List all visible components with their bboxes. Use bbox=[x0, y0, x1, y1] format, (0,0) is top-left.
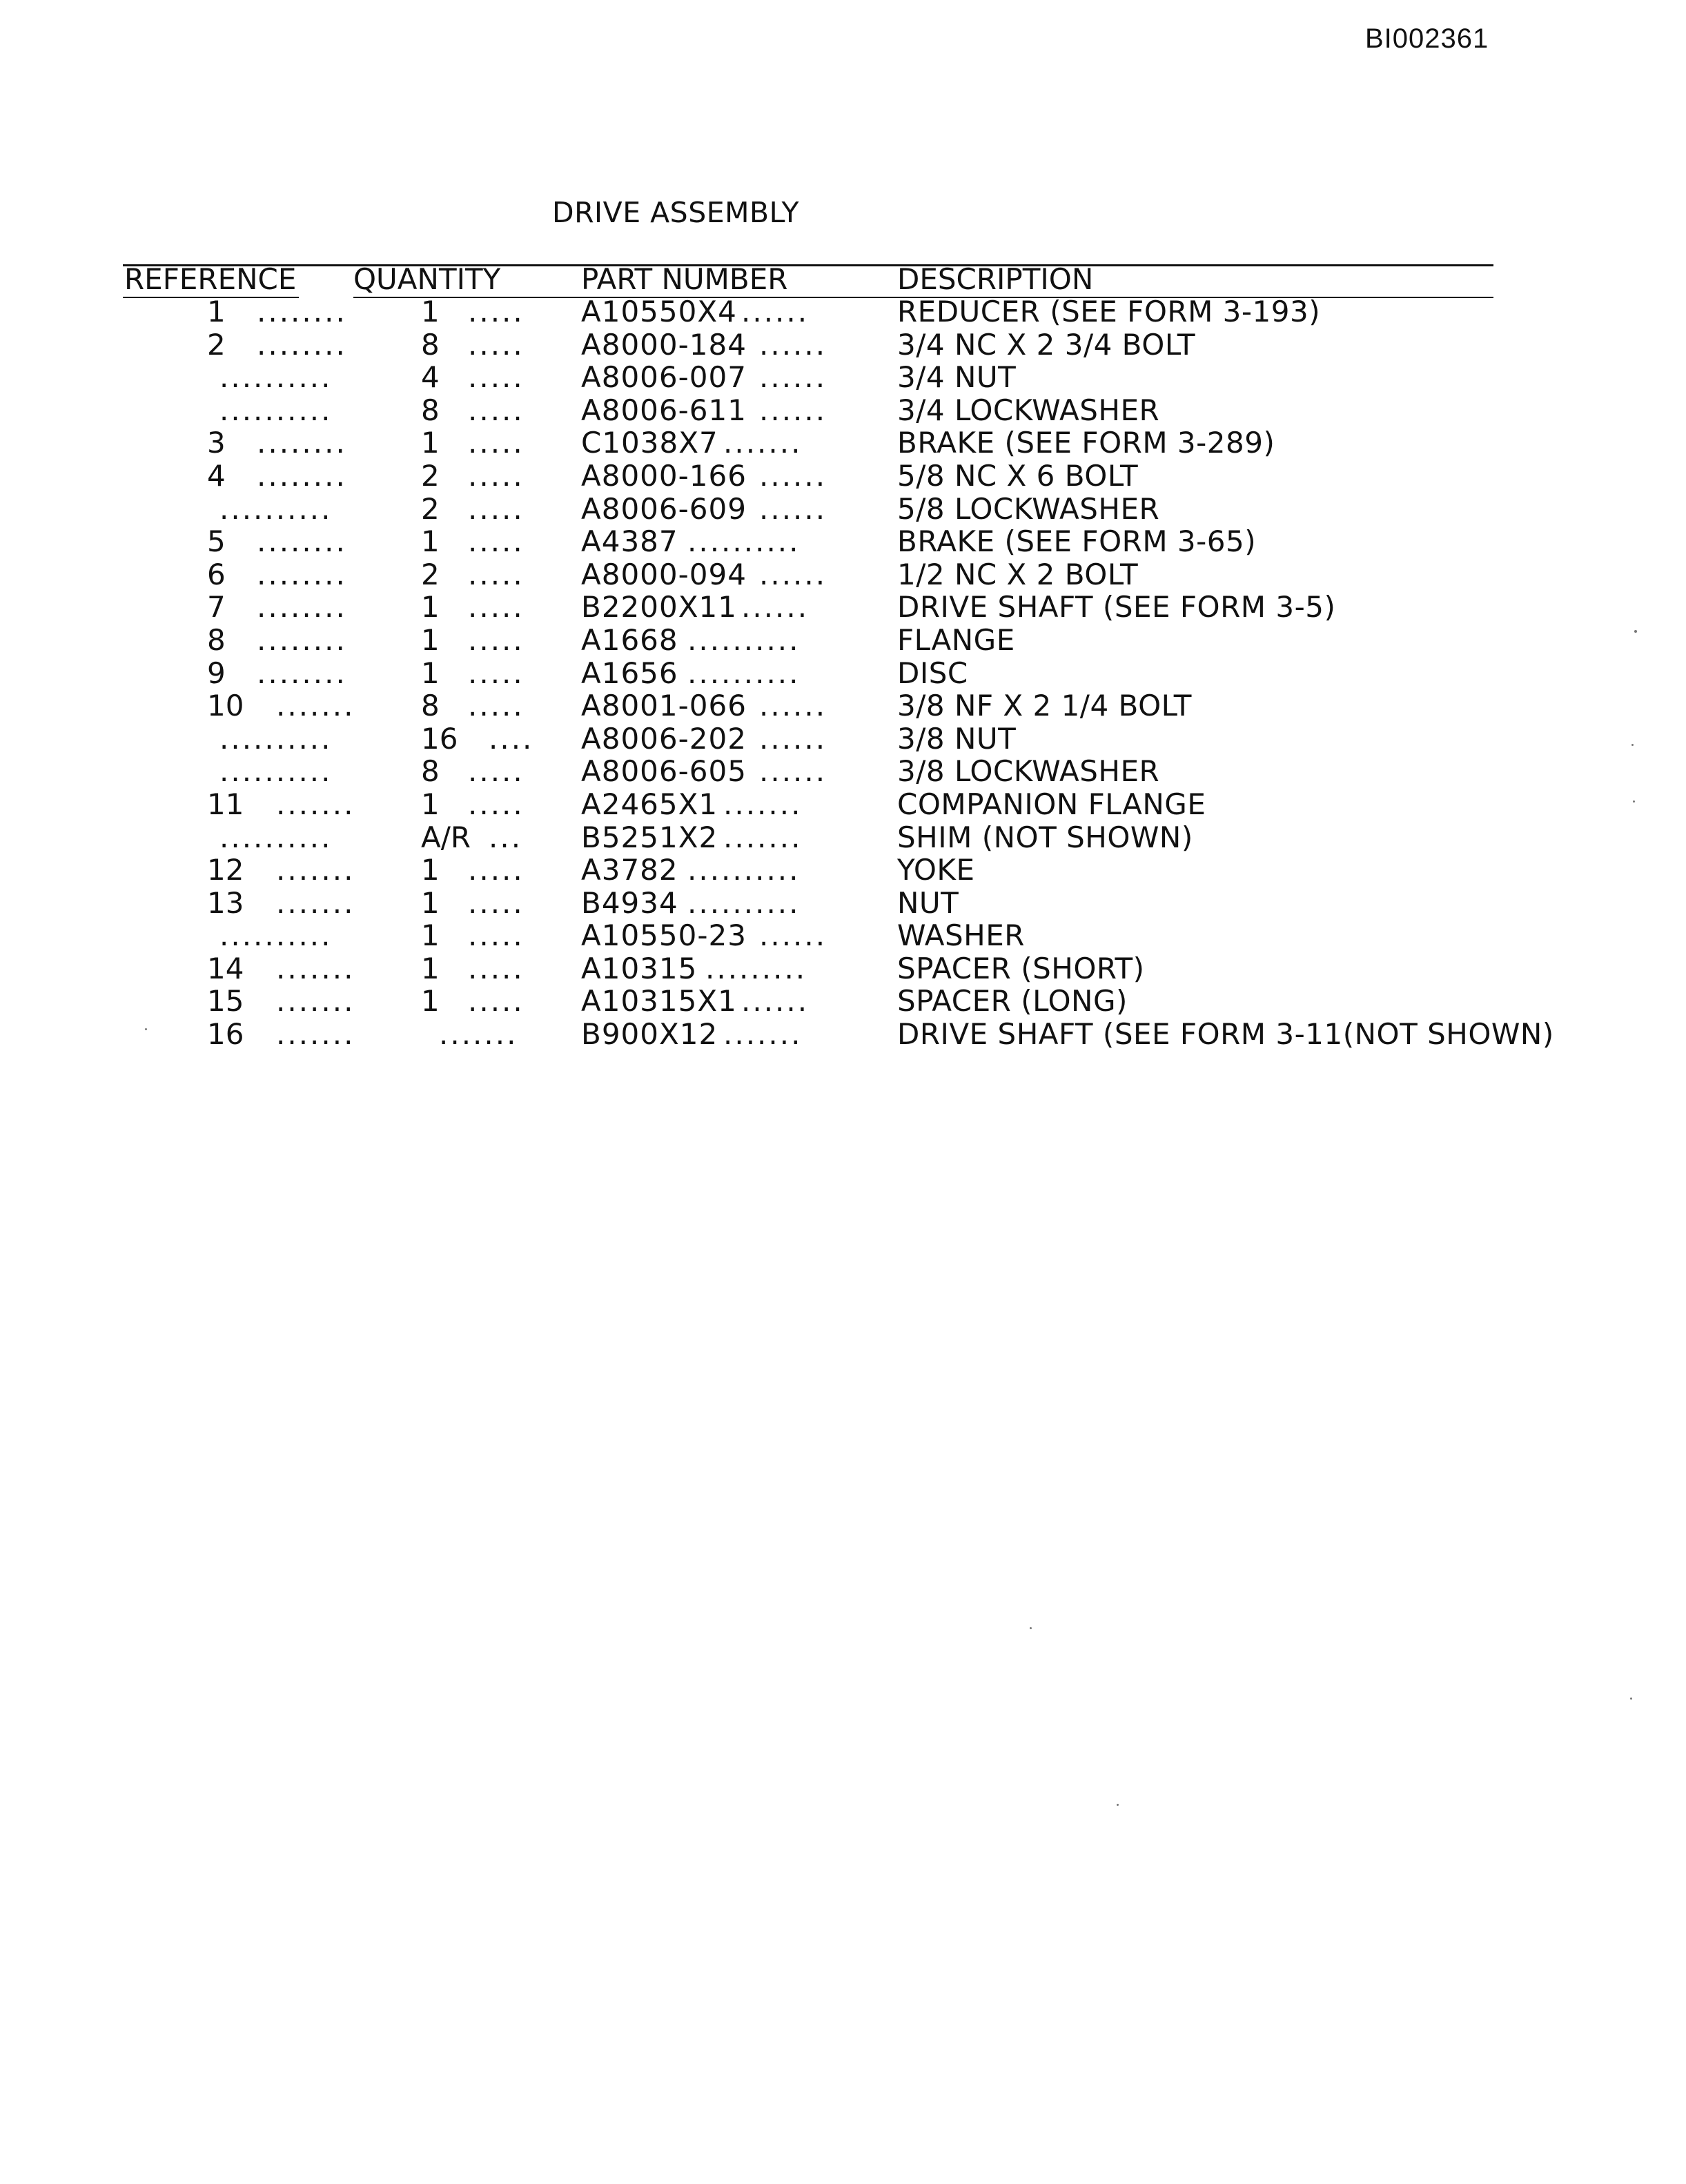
quantity-leader-dots: ..... bbox=[468, 656, 525, 690]
table-row bbox=[0, 394, 1686, 427]
quantity-value: 1 bbox=[421, 984, 440, 1019]
table-row bbox=[0, 295, 1686, 328]
reference-leader-dots: .......... bbox=[219, 491, 333, 526]
description: 3/4 NC X 2 3/4 BOLT bbox=[897, 327, 1196, 362]
table-row bbox=[0, 952, 1686, 985]
part-leader-dots: ...... bbox=[759, 491, 827, 526]
part-leader-dots: ...... bbox=[759, 360, 827, 395]
part-number: B900X12 bbox=[581, 1017, 718, 1052]
scan-speck bbox=[1030, 1627, 1032, 1629]
column-header-quantity: QUANTITY bbox=[353, 262, 501, 296]
quantity-value: 4 bbox=[421, 360, 440, 395]
part-number: A8006-605 bbox=[581, 754, 747, 789]
quantity-value: 8 bbox=[421, 327, 440, 362]
part-number: A3782 bbox=[581, 853, 678, 887]
description: YOKE bbox=[897, 853, 975, 887]
part-leader-dots: ....... bbox=[723, 426, 803, 460]
table-row bbox=[0, 361, 1686, 394]
part-leader-dots: .......... bbox=[687, 656, 801, 690]
quantity-leader-dots: ..... bbox=[468, 984, 525, 1019]
quantity-value: 1 bbox=[421, 787, 440, 821]
part-leader-dots: ...... bbox=[759, 393, 827, 427]
part-number: B4934 bbox=[581, 885, 678, 920]
quantity-leader-dots: ..... bbox=[468, 557, 525, 591]
quantity-value: 8 bbox=[421, 689, 440, 723]
reference-number: 12 bbox=[207, 853, 244, 887]
quantity-leader-dots: ..... bbox=[468, 689, 525, 723]
table-row bbox=[0, 1018, 1686, 1051]
quantity-leader-dots: ..... bbox=[468, 918, 525, 953]
reference-number: 4 bbox=[207, 458, 226, 493]
reference-number: 2 bbox=[207, 327, 226, 362]
scan-speck bbox=[145, 1028, 147, 1030]
description: BRAKE (SEE FORM 3-65) bbox=[897, 524, 1257, 559]
table-row bbox=[0, 591, 1686, 624]
part-leader-dots: .......... bbox=[687, 885, 801, 920]
part-number: A8006-611 bbox=[581, 393, 747, 427]
description: SPACER (SHORT) bbox=[897, 951, 1145, 985]
reference-leader-dots: .......... bbox=[219, 820, 333, 854]
part-number: A10315X1 bbox=[581, 984, 737, 1019]
quantity-leader-dots: ..... bbox=[468, 327, 525, 362]
reference-leader-dots: ....... bbox=[276, 787, 355, 821]
part-leader-dots: .......... bbox=[687, 853, 801, 887]
document-id: BI002361 bbox=[1365, 23, 1489, 54]
part-leader-dots: ...... bbox=[759, 458, 827, 493]
quantity-value: 1 bbox=[421, 853, 440, 887]
reference-number: 13 bbox=[207, 885, 244, 920]
quantity-value: 1 bbox=[421, 590, 440, 624]
reference-leader-dots: ........ bbox=[257, 524, 347, 559]
part-number: A8000-166 bbox=[581, 458, 747, 493]
quantity-leader-dots: ....... bbox=[439, 1017, 518, 1052]
description: 3/8 LOCKWASHER bbox=[897, 754, 1160, 789]
description: NUT bbox=[897, 885, 959, 920]
quantity-value: 2 bbox=[421, 458, 440, 493]
part-leader-dots: .......... bbox=[687, 524, 801, 559]
table-row bbox=[0, 689, 1686, 722]
part-leader-dots: ...... bbox=[741, 295, 810, 328]
reference-number: 8 bbox=[207, 622, 226, 657]
part-leader-dots: ...... bbox=[741, 590, 810, 624]
part-number: A8006-007 bbox=[581, 360, 747, 395]
reference-number: 9 bbox=[207, 656, 226, 690]
description: DRIVE SHAFT (SEE FORM 3-5) bbox=[897, 590, 1336, 624]
quantity-value: 1 bbox=[421, 885, 440, 920]
quantity-leader-dots: ..... bbox=[468, 491, 525, 526]
scan-speck bbox=[1631, 744, 1634, 746]
description: DISC bbox=[897, 656, 968, 690]
description: 1/2 NC X 2 BOLT bbox=[897, 557, 1139, 591]
quantity-value: 2 bbox=[421, 557, 440, 591]
part-number: A4387 bbox=[581, 524, 678, 559]
quantity-value: 2 bbox=[421, 491, 440, 526]
part-leader-dots: ......... bbox=[705, 951, 807, 985]
table-row bbox=[0, 788, 1686, 821]
quantity-leader-dots: ..... bbox=[468, 295, 525, 328]
parts-table-body bbox=[0, 295, 1686, 1051]
reference-leader-dots: ....... bbox=[276, 1017, 355, 1052]
part-number: A10550X4 bbox=[581, 295, 737, 328]
quantity-leader-dots: ..... bbox=[468, 426, 525, 460]
part-leader-dots: ...... bbox=[759, 721, 827, 756]
quantity-leader-dots: ..... bbox=[468, 885, 525, 920]
quantity-leader-dots: ..... bbox=[468, 951, 525, 985]
part-number: A1668 bbox=[581, 622, 678, 657]
part-number: A2465X1 bbox=[581, 787, 718, 821]
quantity-value: 16 bbox=[421, 721, 458, 756]
quantity-leader-dots: ..... bbox=[468, 622, 525, 657]
quantity-value: 1 bbox=[421, 918, 440, 953]
part-number: A10315 bbox=[581, 951, 698, 985]
column-header-reference: REFERENCE bbox=[124, 262, 297, 296]
quantity-value: 1 bbox=[421, 295, 440, 328]
table-row bbox=[0, 755, 1686, 788]
part-leader-dots: ....... bbox=[723, 787, 803, 821]
description: SPACER (LONG) bbox=[897, 984, 1128, 1019]
description: 3/8 NF X 2 1/4 BOLT bbox=[897, 689, 1192, 723]
reference-leader-dots: ........ bbox=[257, 557, 347, 591]
part-number: A8001-066 bbox=[581, 689, 747, 723]
quantity-value: 8 bbox=[421, 754, 440, 789]
reference-number: 15 bbox=[207, 984, 244, 1019]
description: DRIVE SHAFT (SEE FORM 3-11(NOT SHOWN) bbox=[897, 1017, 1554, 1052]
quantity-leader-dots: ... bbox=[489, 820, 523, 854]
part-leader-dots: ...... bbox=[741, 984, 810, 1019]
part-number: A10550-23 bbox=[581, 918, 747, 953]
table-row bbox=[0, 328, 1686, 362]
table-row bbox=[0, 493, 1686, 526]
reference-number: 7 bbox=[207, 590, 226, 624]
reference-leader-dots: ........ bbox=[257, 426, 347, 460]
page-title: DRIVE ASSEMBLY bbox=[552, 196, 800, 229]
reference-leader-dots: .......... bbox=[219, 721, 333, 756]
table-row bbox=[0, 919, 1686, 952]
quantity-value: 1 bbox=[421, 524, 440, 559]
table-row bbox=[0, 460, 1686, 493]
quantity-leader-dots: ..... bbox=[468, 524, 525, 559]
column-header-part-number: PART NUMBER bbox=[581, 262, 788, 296]
part-number: A8006-202 bbox=[581, 721, 747, 756]
quantity-value: 1 bbox=[421, 951, 440, 985]
description: 5/8 NC X 6 BOLT bbox=[897, 458, 1139, 493]
quantity-leader-dots: ..... bbox=[468, 853, 525, 887]
table-row bbox=[0, 821, 1686, 854]
reference-number: 14 bbox=[207, 951, 244, 985]
reference-number: 1 bbox=[207, 295, 226, 328]
scan-speck bbox=[1633, 800, 1635, 803]
reference-leader-dots: ....... bbox=[276, 951, 355, 985]
quantity-value: 1 bbox=[421, 656, 440, 690]
reference-number: 5 bbox=[207, 524, 226, 559]
reference-leader-dots: ........ bbox=[257, 656, 347, 690]
description: COMPANION FLANGE bbox=[897, 787, 1206, 821]
quantity-value: A/R bbox=[421, 820, 471, 854]
part-number: A8000-094 bbox=[581, 557, 747, 591]
reference-number: 16 bbox=[207, 1017, 244, 1052]
reference-leader-dots: ........ bbox=[257, 327, 347, 362]
table-row bbox=[0, 722, 1686, 756]
part-number: A1656 bbox=[581, 656, 678, 690]
part-leader-dots: ...... bbox=[759, 918, 827, 953]
quantity-leader-dots: ..... bbox=[468, 590, 525, 624]
reference-leader-dots: ....... bbox=[276, 885, 355, 920]
reference-number: 6 bbox=[207, 557, 226, 591]
description: 3/4 NUT bbox=[897, 360, 1017, 395]
description: 3/4 LOCKWASHER bbox=[897, 393, 1160, 427]
part-number: B5251X2 bbox=[581, 820, 718, 854]
table-row bbox=[0, 624, 1686, 657]
reference-leader-dots: ........ bbox=[257, 458, 347, 493]
part-leader-dots: ...... bbox=[759, 754, 827, 789]
quantity-value: 1 bbox=[421, 426, 440, 460]
reference-leader-dots: .......... bbox=[219, 918, 333, 953]
reference-number: 10 bbox=[207, 689, 244, 723]
part-number: A8006-609 bbox=[581, 491, 747, 526]
header-top-rule bbox=[123, 264, 1493, 266]
quantity-leader-dots: ..... bbox=[468, 393, 525, 427]
table-row bbox=[0, 558, 1686, 591]
part-leader-dots: .......... bbox=[687, 622, 801, 657]
scan-speck bbox=[1634, 630, 1637, 633]
reference-number: 11 bbox=[207, 787, 244, 821]
table-row bbox=[0, 887, 1686, 920]
scan-speck bbox=[1117, 1804, 1119, 1806]
quantity-value: 1 bbox=[421, 622, 440, 657]
quantity-leader-dots: ..... bbox=[468, 787, 525, 821]
quantity-leader-dots: ..... bbox=[468, 360, 525, 395]
description: REDUCER (SEE FORM 3-193) bbox=[897, 295, 1321, 328]
reference-leader-dots: ........ bbox=[257, 622, 347, 657]
reference-leader-dots: .......... bbox=[219, 754, 333, 789]
part-leader-dots: ....... bbox=[723, 820, 803, 854]
table-row bbox=[0, 426, 1686, 460]
quantity-leader-dots: ..... bbox=[468, 754, 525, 789]
part-leader-dots: ...... bbox=[759, 327, 827, 362]
reference-leader-dots: ....... bbox=[276, 984, 355, 1019]
reference-leader-dots: ........ bbox=[257, 295, 347, 328]
reference-number: 3 bbox=[207, 426, 226, 460]
part-number: C1038X7 bbox=[581, 426, 718, 460]
part-number: B2200X11 bbox=[581, 590, 737, 624]
quantity-leader-dots: ..... bbox=[468, 458, 525, 493]
description: FLANGE bbox=[897, 622, 1015, 657]
description: WASHER bbox=[897, 918, 1025, 953]
reference-leader-dots: .......... bbox=[219, 393, 333, 427]
table-row bbox=[0, 657, 1686, 690]
reference-leader-dots: ....... bbox=[276, 853, 355, 887]
part-leader-dots: ...... bbox=[759, 689, 827, 723]
reference-leader-dots: ........ bbox=[257, 590, 347, 624]
description: BRAKE (SEE FORM 3-289) bbox=[897, 426, 1275, 460]
table-row bbox=[0, 525, 1686, 558]
description: 3/8 NUT bbox=[897, 721, 1017, 756]
description: 5/8 LOCKWASHER bbox=[897, 491, 1160, 526]
reference-leader-dots: .......... bbox=[219, 360, 333, 395]
table-row bbox=[0, 854, 1686, 887]
scan-speck bbox=[1630, 1698, 1632, 1700]
description: SHIM (NOT SHOWN) bbox=[897, 820, 1193, 854]
table-row bbox=[0, 985, 1686, 1018]
part-leader-dots: ...... bbox=[759, 557, 827, 591]
part-leader-dots: ....... bbox=[723, 1017, 803, 1052]
reference-leader-dots: ....... bbox=[276, 689, 355, 723]
quantity-leader-dots: .... bbox=[489, 721, 534, 756]
column-header-description: DESCRIPTION bbox=[897, 262, 1094, 296]
quantity-value: 8 bbox=[421, 393, 440, 427]
part-number: A8000-184 bbox=[581, 327, 747, 362]
